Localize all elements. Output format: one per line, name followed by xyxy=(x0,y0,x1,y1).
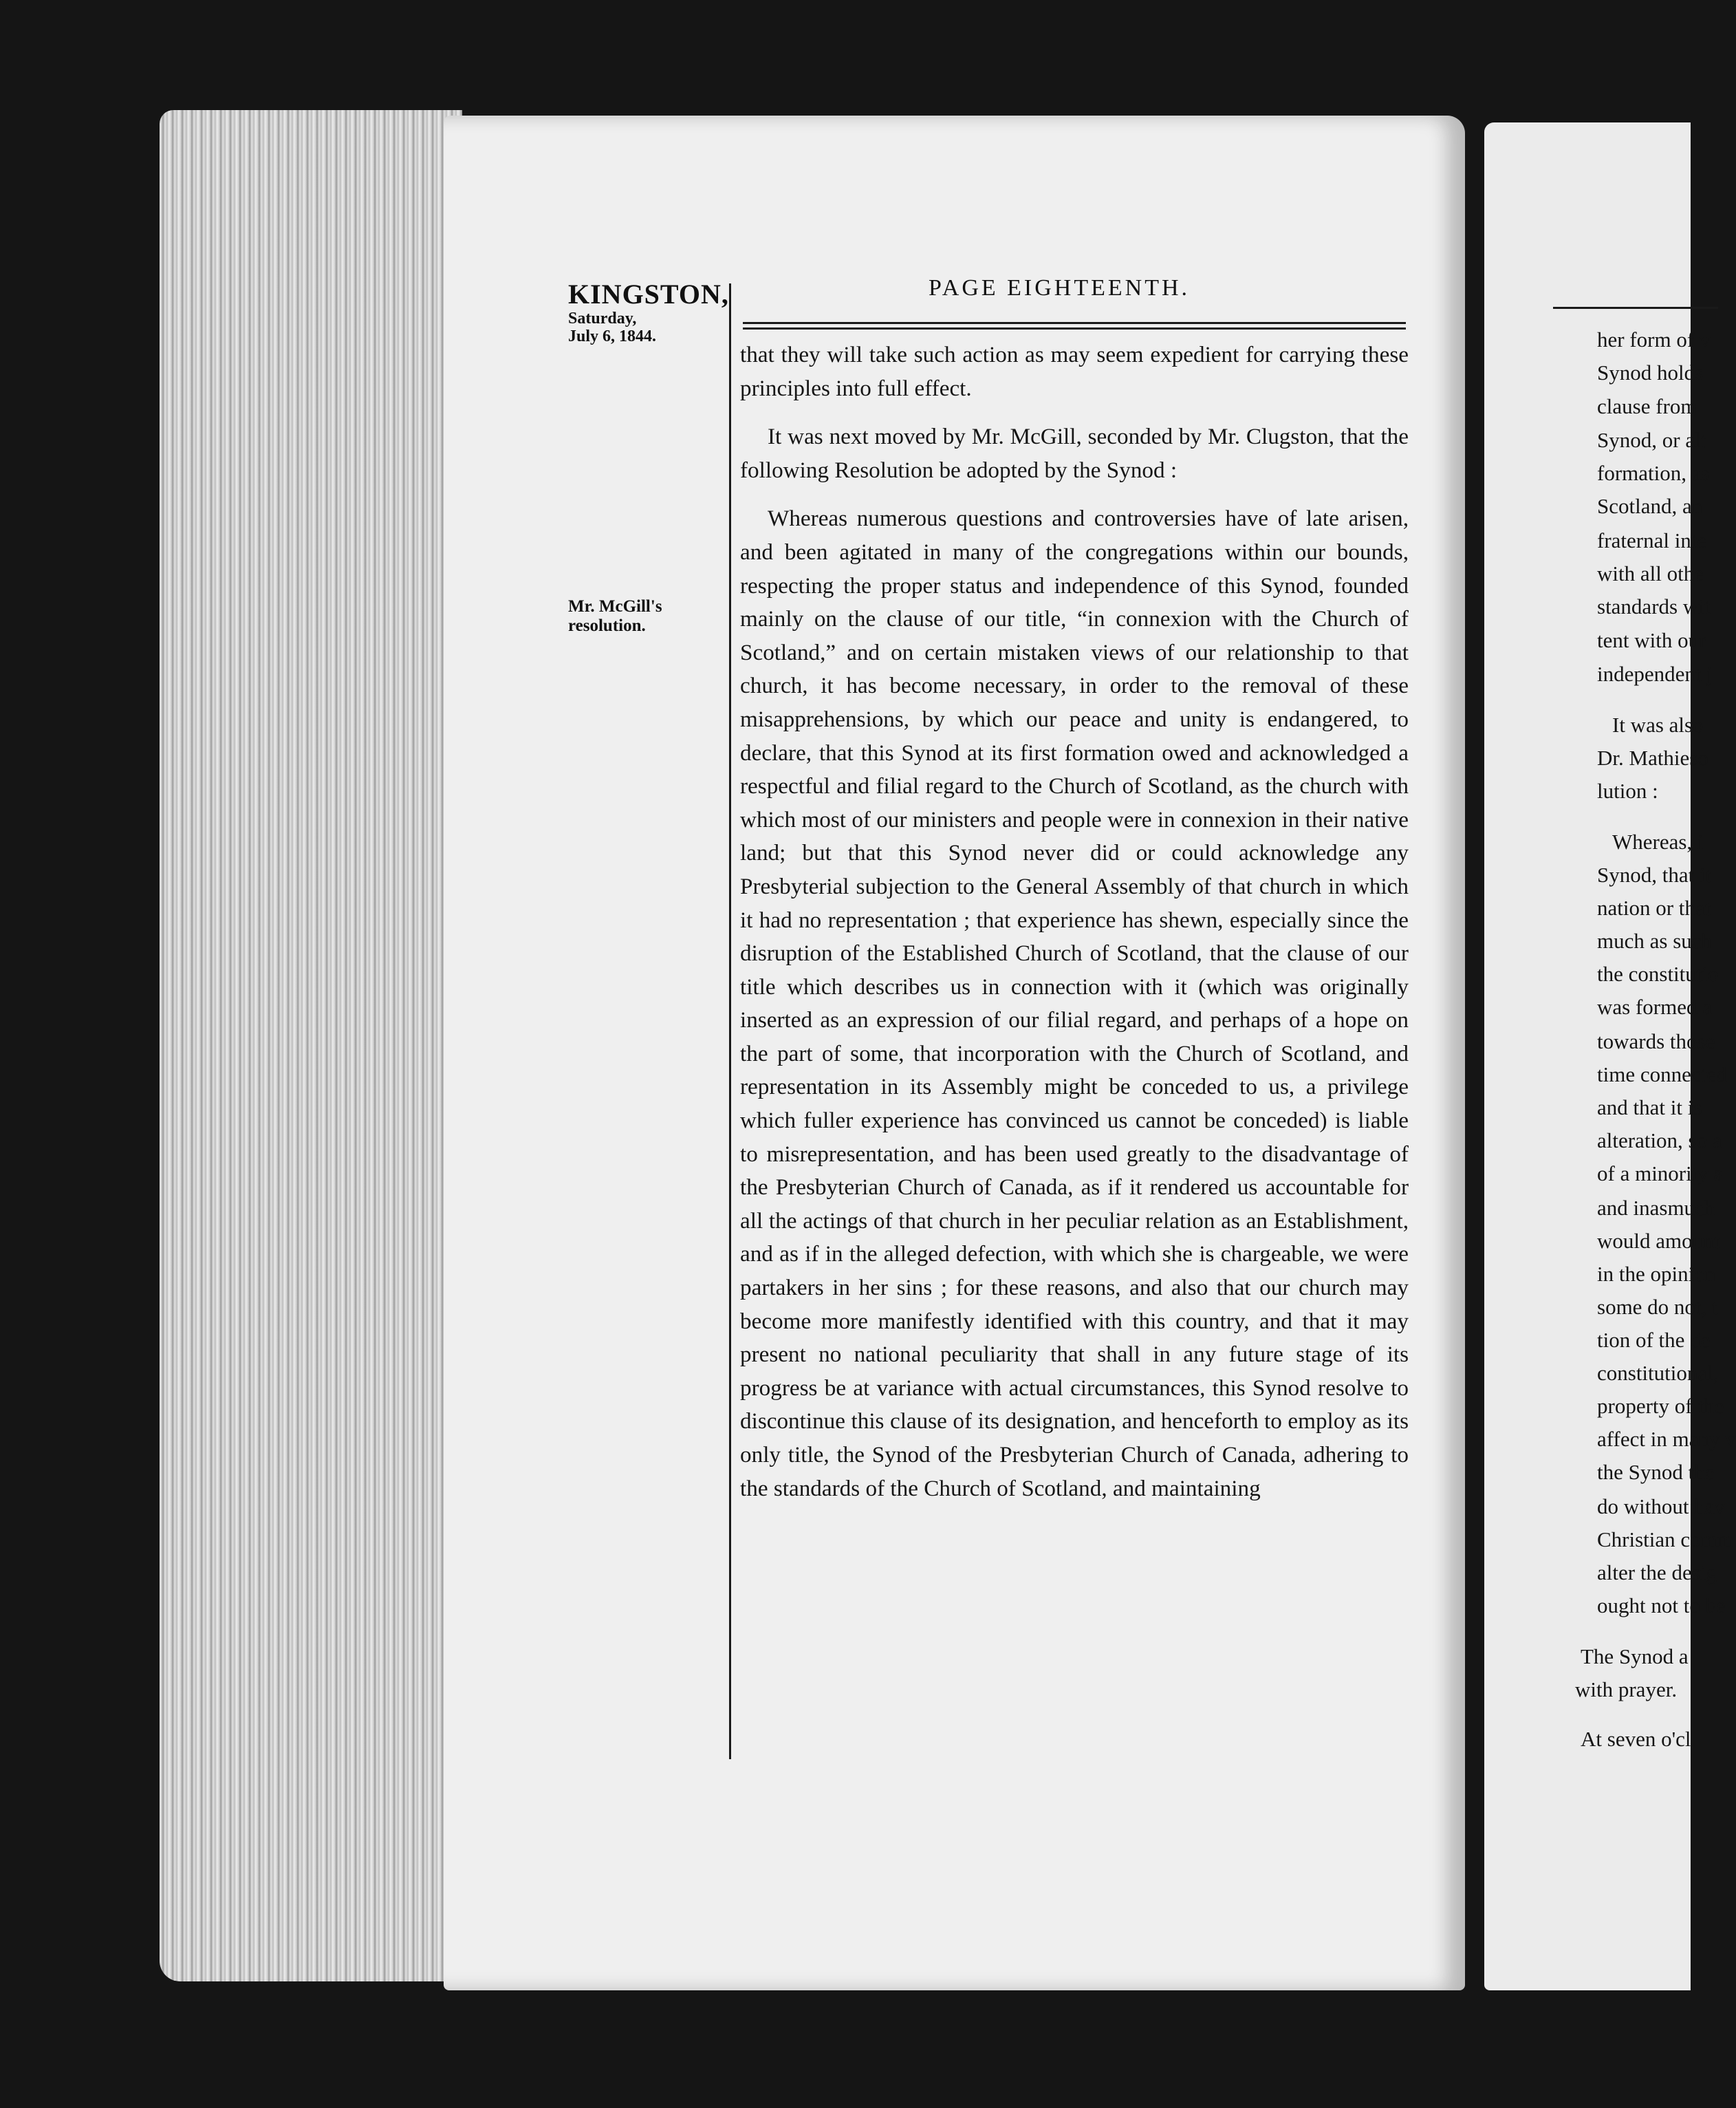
right-page-line: At seven o'cl xyxy=(1581,1727,1691,1751)
column-rule xyxy=(729,283,731,1759)
main-text-column xyxy=(740,338,1409,1505)
right-page-line: do without hav xyxy=(1597,1494,1725,1518)
right-page-line: was formed a xyxy=(1597,995,1712,1019)
right-page-line: Synod, that it xyxy=(1597,863,1712,887)
right-page-line: and that it is xyxy=(1597,1095,1702,1119)
right-page-line: would amount xyxy=(1597,1229,1720,1253)
running-head: PAGE EIGHTEENTH. xyxy=(929,275,1191,301)
right-page-header-rule xyxy=(1553,307,1718,309)
right-page-line: fraternal inte xyxy=(1597,528,1707,552)
margin-place: KINGSTON, xyxy=(568,279,729,310)
right-page-line: and inasmuch xyxy=(1597,1196,1715,1220)
right-page-line: tent with our xyxy=(1597,628,1706,652)
right-page-line: lution : xyxy=(1597,779,1658,803)
right-page-line: standards wit xyxy=(1597,594,1711,619)
right-page-line: the constitutio xyxy=(1597,962,1719,986)
margin-date: July 6, 1844. xyxy=(568,327,657,345)
right-page-line: towards those xyxy=(1597,1029,1715,1053)
margin-day: Saturday, xyxy=(568,310,637,327)
right-page-line: much as such xyxy=(1597,929,1713,953)
right-page-line: clause from xyxy=(1597,394,1697,418)
right-page-line: with prayer. xyxy=(1575,1677,1678,1701)
margin-side-note xyxy=(568,597,706,636)
right-page-line: formation, as xyxy=(1597,461,1710,485)
paragraph-motion: It was next moved by Mr. McGill, seconded by Mr. Clugston, that the following Resolution be adopted by the Synod : xyxy=(740,424,1409,483)
side-note-line1: Mr. McGill's xyxy=(568,597,662,616)
book-page-edges xyxy=(160,110,462,1981)
right-page-line: Christian comm xyxy=(1597,1527,1734,1551)
head-rule-bottom xyxy=(743,327,1406,330)
head-rule-top xyxy=(743,322,1406,324)
right-page-line: affect in many v xyxy=(1597,1427,1736,1451)
right-page-line: in the opinion xyxy=(1597,1262,1716,1286)
right-page-partial xyxy=(1484,122,1736,1990)
right-page-line: of a minority a xyxy=(1597,1161,1724,1185)
right-page-line: her form of v xyxy=(1597,327,1711,352)
right-page-line: Dr. Mathieso xyxy=(1597,746,1708,770)
paragraph-resolution: Whereas numerous questions and controversies have of late arisen, and been agitated in many of the congregations within our bounds, respecting the proper status and independence of this Synod, founded mainly on the clause of our title, “in connexion with the Church of Scotland,” and on certain mistaken views of our relationship to that church, it has become necessary, in order to the removal of these misapprehensions, by which our peace and unity is endangered, to declare, that this Synod at its first formation owed and acknowledged a respectful and filial regard to the Church of Scotland, as the church with which most of our ministers and people were in connexion in their native land; but that this Synod never did or could acknowledge any Presbyterial subjection to the General Assembly of that church in which it had no representation ; that experience has shewn, especially since the disruption of the Established Church of Scotland, that the clause of our title which describes us in connection with it (which was originally inserted as an expression of our filial regard, and perhaps of a hope on the part of some, that incorporation with the Church of Scotland, and representation in its Assembly might be conceded to us, a privilege which fuller experience has convinced us cannot be conceded) is liable to misrepresentation, and has been used greatly to the disadvantage of the Presbyterian Church of Canada, as if it rendered us accountable for all the actings of that church in her peculiar relation as an Establishment, and as if in the alleged defection, with which she is chargeable, we were partakers in her sins ; for these reasons, and also that our church may become more manifestly identified with this country, and that it may present no national peculiarity that shall in any future stage of its progress be at variance with actual circumstances, this Synod resolve to discontinue this clause of its designation, and henceforth to employ as its only title, the Synod of the Presbyterian Church of Canada, adhering to the standards of the Church of Scotland, and maintaining xyxy=(740,506,1409,1501)
right-page-line: nation or that xyxy=(1597,896,1711,920)
paragraph-continuation: that they will take such action as may seem expedient for carrying these principles into full effect. xyxy=(740,342,1409,401)
right-page-line: constitutional, xyxy=(1597,1361,1719,1385)
right-page-line: alter the desig xyxy=(1597,1560,1717,1584)
right-page-line: the Synod the xyxy=(1597,1460,1715,1484)
right-page-line: alteration, so a xyxy=(1597,1128,1722,1152)
right-page-line: The Synod a xyxy=(1581,1644,1689,1668)
right-page-line: Whereas, i xyxy=(1612,830,1704,854)
right-page-line: property of the xyxy=(1597,1394,1724,1418)
right-page-line: with all othe xyxy=(1597,561,1704,585)
right-page-line: Synod, or alt xyxy=(1597,428,1707,452)
side-note-line2: resolution. xyxy=(568,616,646,635)
right-page-line: Scotland, an xyxy=(1597,494,1703,518)
right-page-line: tion of the de xyxy=(1597,1328,1711,1352)
right-page-line: ought not to be xyxy=(1597,1593,1726,1617)
right-page-line: It was also xyxy=(1612,713,1704,737)
right-page-line: time connected xyxy=(1597,1062,1727,1086)
right-page-line: independent j xyxy=(1597,662,1713,686)
right-page-line: some do not, t xyxy=(1597,1295,1718,1319)
right-page-line: Synod holds xyxy=(1597,361,1704,385)
